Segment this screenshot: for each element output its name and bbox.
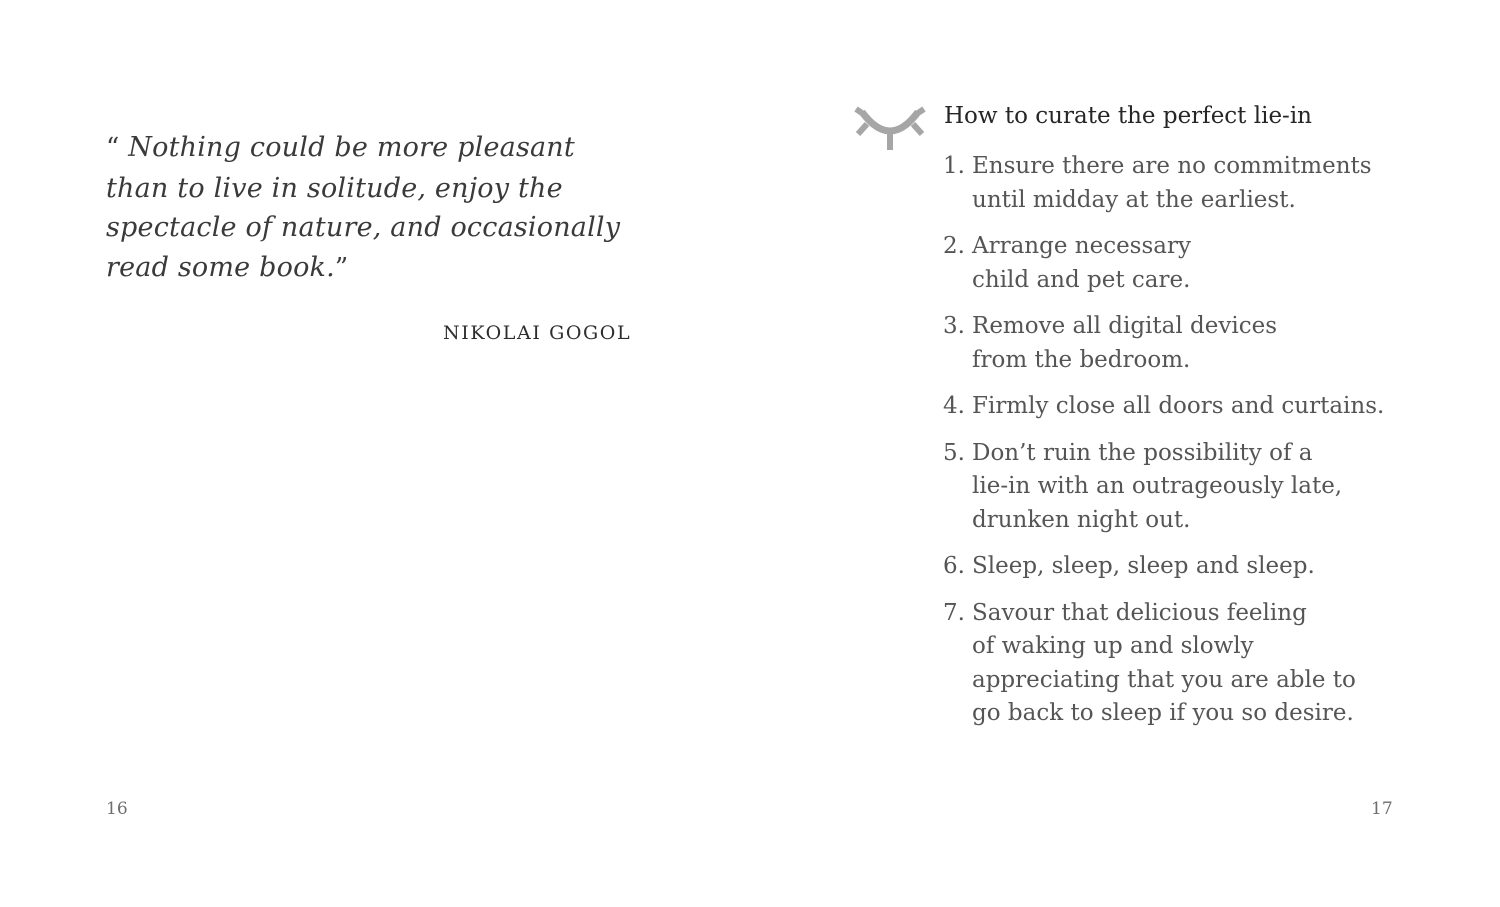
quote-attribution: NIKOLAI GOGOL [443,322,632,344]
step-text-line: Savour that delicious feeling [972,599,1307,626]
step-text-line: until midday at the earliest. [972,186,1296,213]
quote-block [106,128,666,288]
step-text-line: drunken night out. [972,506,1191,533]
step-text-line: go back to sleep if you so desire. [972,700,1354,726]
step-number: 7. [943,599,965,626]
step-number: 1. [943,153,965,179]
step-number: 6. [943,553,965,579]
page-number-left: 16 [106,799,128,819]
steps-list [943,150,1483,744]
quote-line: spectacle of nature, and occasionally [106,212,621,243]
step-text-line: lie-in with an outrageously late, [972,473,1343,499]
open-quote-mark: “ [106,133,120,163]
step-text-line: appreciating that you are able to [972,666,1356,693]
step-text-line: child and pet care. [972,266,1191,293]
closed-eye-lashes-icon [854,100,926,156]
list-item [943,310,1483,377]
right-page [750,0,1500,907]
step-number: 2. [943,233,965,259]
list-item [943,230,1483,297]
list-item [943,550,1483,584]
quote-line [106,248,666,289]
quote-line [106,128,666,169]
quote-line-text: Nothing could be more pleasant [128,132,575,163]
step-text-line: Remove all digital devices [972,313,1277,339]
list-item [943,390,1483,424]
step-text-line: Don’t ruin the possibility of a [972,439,1313,466]
step-text-line: from the bedroom. [972,346,1191,373]
step-text-line: Ensure there are no commitments [972,153,1372,179]
step-text-line: Sleep, sleep, sleep and sleep. [972,553,1315,579]
list-item [943,437,1483,538]
quote-line-text: read some book. [106,251,335,283]
step-number: 3. [943,313,965,339]
page-number-right: 17 [1371,799,1393,819]
step-text-line: Firmly close all doors and curtains. [972,393,1385,419]
step-number: 5. [943,439,965,466]
step-number: 4. [943,393,965,419]
list-item [943,597,1483,731]
step-text-line: Arrange necessary [972,233,1191,259]
list-heading: How to curate the perfect lie-in [944,103,1312,129]
quote-line: than to live in solitude, enjoy the [106,172,563,204]
step-text-line: of waking up and slowly [972,633,1254,659]
close-quote-mark: ” [334,252,349,283]
list-item [943,150,1483,217]
